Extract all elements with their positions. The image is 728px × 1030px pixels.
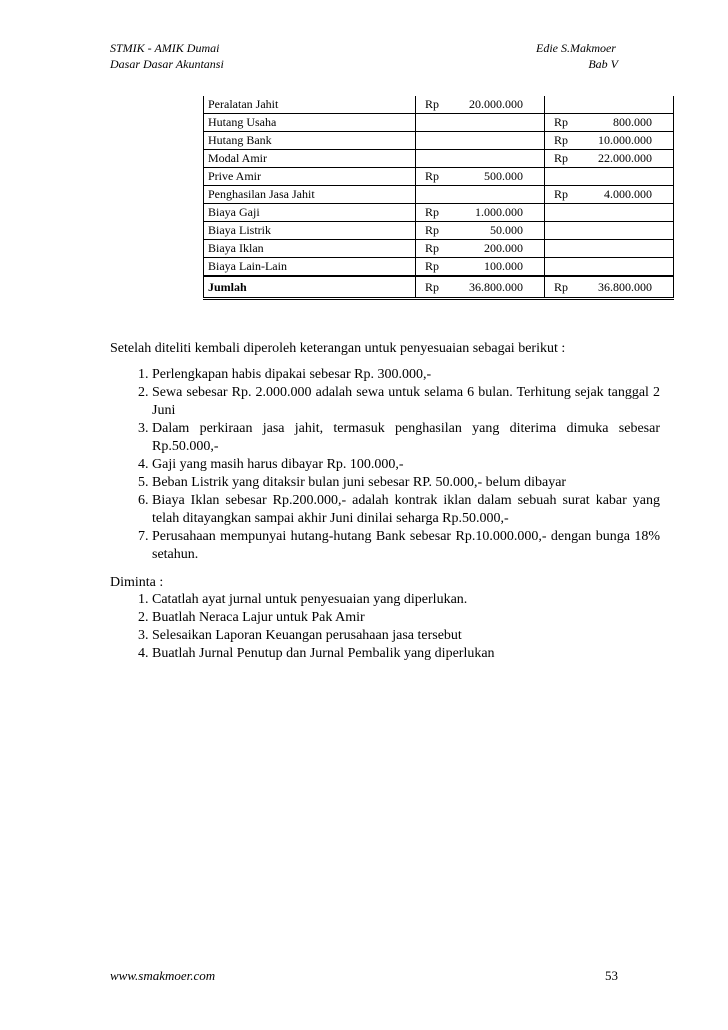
account-name: Prive Amir	[204, 168, 416, 186]
adjustment-item: 2. Sewa sebesar Rp. 2.000.000 adalah sewa untuk selama 6 bulan. Terhitung sejak tanggal 2 Juni	[152, 384, 660, 420]
debit-cell	[416, 96, 545, 114]
credit-cell	[545, 168, 674, 186]
account-name: Hutang Usaha	[204, 114, 416, 132]
adjustment-list	[110, 366, 660, 564]
debit-cell	[416, 114, 545, 132]
total-row	[204, 276, 674, 299]
adjustment-item: 1. Perlengkapan habis dipakai sebesar Rp. 300.000,-	[152, 366, 660, 384]
header-institution: STMIK - AMIK Dumai	[110, 41, 220, 55]
table-row	[204, 168, 674, 186]
debit-currency: Rp	[425, 223, 440, 237]
table-row	[204, 240, 674, 258]
credit-cell	[545, 204, 674, 222]
debit-amount: 20.000.000	[469, 97, 523, 111]
adjustment-intro: Setelah diteliti kembali diperoleh keterangan untuk penyesuaian sebagai berikut :	[110, 341, 566, 356]
diminta-label: Diminta :	[110, 575, 164, 590]
credit-amount: 4.000.000	[604, 187, 652, 201]
account-name: Biaya Iklan	[204, 240, 416, 258]
debit-cell	[416, 222, 545, 240]
credit-amount: 36.800.000	[598, 279, 652, 294]
account-name: Penghasilan Jasa Jahit	[204, 186, 416, 204]
debit-cell	[416, 186, 545, 204]
debit-amount: 100.000	[484, 259, 523, 273]
task-item: 1. Catatlah ayat jurnal untuk penyesuaian yang diperlukan.	[152, 591, 660, 609]
credit-cell	[545, 96, 674, 114]
debit-cell	[416, 276, 545, 299]
credit-cell	[545, 240, 674, 258]
page-header-right	[536, 40, 618, 72]
task-item: 2. Buatlah Neraca Lajur untuk Pak Amir	[152, 609, 660, 627]
credit-currency: Rp	[554, 151, 569, 165]
footer-page-number: 53	[605, 968, 618, 983]
table-row	[204, 204, 674, 222]
debit-amount: 50.000	[490, 223, 523, 237]
credit-cell	[545, 276, 674, 299]
debit-cell	[416, 132, 545, 150]
debit-cell	[416, 240, 545, 258]
debit-currency: Rp	[425, 97, 440, 111]
debit-currency: Rp	[425, 169, 440, 183]
adjustment-item: 5. Beban Listrik yang ditaksir bulan juni sebesar RP. 50.000,- belum dibayar	[152, 474, 660, 492]
task-item: 3. Selesaikan Laporan Keuangan perusahaan jasa tersebut	[152, 627, 660, 645]
credit-currency: Rp	[554, 187, 569, 201]
table-row	[204, 114, 674, 132]
adjustment-item: 4. Gaji yang masih harus dibayar Rp. 100.000,-	[152, 456, 660, 474]
credit-currency: Rp	[554, 133, 569, 147]
credit-amount: 22.000.000	[598, 151, 652, 165]
debit-currency: Rp	[425, 259, 440, 273]
credit-amount: 800.000	[613, 115, 652, 129]
table-row	[204, 132, 674, 150]
header-author: Edie S.Makmoer	[536, 41, 616, 55]
account-name: Peralatan Jahit	[204, 96, 416, 114]
debit-amount: 500.000	[484, 169, 523, 183]
debit-cell	[416, 150, 545, 168]
credit-cell	[545, 150, 674, 168]
total-label: Jumlah	[204, 276, 416, 299]
debit-amount: 200.000	[484, 241, 523, 255]
debit-amount: 1.000.000	[475, 205, 523, 219]
debit-cell	[416, 204, 545, 222]
debit-currency: Rp	[425, 241, 440, 255]
account-name: Biaya Gaji	[204, 204, 416, 222]
page-header-left	[110, 40, 224, 72]
credit-cell	[545, 258, 674, 277]
credit-cell	[545, 186, 674, 204]
debit-currency: Rp	[425, 205, 440, 219]
table-row	[204, 258, 674, 277]
header-course: Dasar Dasar Akuntansi	[110, 57, 224, 71]
debit-amount: 36.800.000	[469, 279, 523, 294]
table-row	[204, 96, 674, 114]
adjustment-item: 7. Perusahaan mempunyai hutang-hutang Bank sebesar Rp.10.000.000,- dengan bunga 18% setahun.	[152, 528, 660, 564]
account-name: Hutang Bank	[204, 132, 416, 150]
credit-cell	[545, 114, 674, 132]
debit-currency: Rp	[425, 279, 440, 294]
credit-currency: Rp	[554, 279, 569, 294]
credit-currency: Rp	[554, 115, 569, 129]
account-name: Biaya Listrik	[204, 222, 416, 240]
debit-cell	[416, 168, 545, 186]
trial-balance-table	[203, 96, 674, 300]
account-name: Modal Amir	[204, 150, 416, 168]
adjustment-item: 6. Biaya Iklan sebesar Rp.200.000,- adalah kontrak iklan dalam sebuah surat kabar yang telah ditayangkan sampai akhir Juni dinilai seharga Rp.50.000,-	[152, 492, 660, 528]
credit-cell	[545, 222, 674, 240]
trial-balance-body	[204, 96, 674, 299]
table-row	[204, 150, 674, 168]
account-name: Biaya Lain-Lain	[204, 258, 416, 277]
debit-cell	[416, 258, 545, 277]
header-chapter: Bab V	[588, 57, 618, 71]
table-row	[204, 222, 674, 240]
task-list	[110, 591, 660, 663]
task-item: 4. Buatlah Jurnal Penutup dan Jurnal Pembalik yang diperlukan	[152, 645, 660, 663]
footer-website: www.smakmoer.com	[110, 968, 216, 983]
credit-amount: 10.000.000	[598, 133, 652, 147]
adjustment-item: 3. Dalam perkiraan jasa jahit, termasuk penghasilan yang diterima dimuka sebesar Rp.50.000,-	[152, 420, 660, 456]
credit-cell	[545, 132, 674, 150]
table-row	[204, 186, 674, 204]
